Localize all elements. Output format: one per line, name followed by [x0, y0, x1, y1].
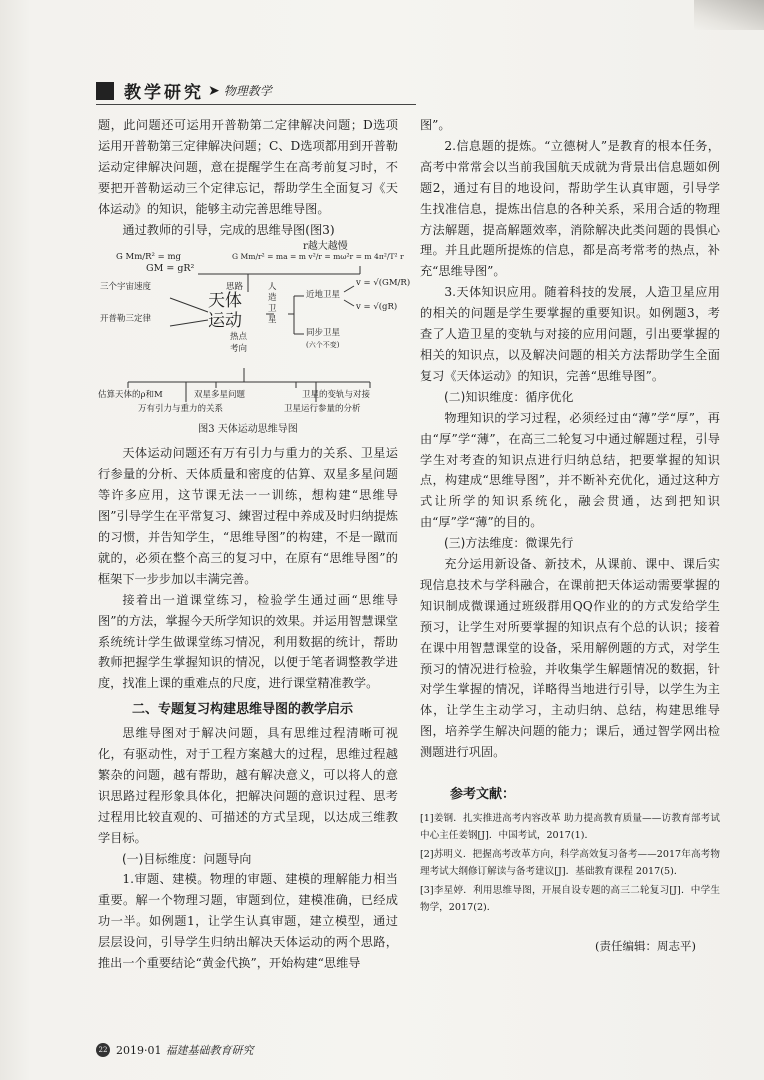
header-square-icon: [96, 82, 114, 100]
paragraph: 接着出一道课堂练习，检验学生通过画“思维导图”的方法，掌握今天所学知识的效果。并运用智慧课堂系统统计学生做课堂练习情况，利用数据的统计，帮助教师把握学生掌握知识的情况，以便于笔者调整教学进度，找准上课的重难点的尺度，进行课堂精准教学。: [98, 592, 398, 691]
figure-caption: 图3 天体运动思维导图: [198, 424, 298, 436]
mind-map-formula: G Mm/r² = ma = m v²/r = mω²r = m 4π²/T² r: [232, 252, 404, 262]
subsection-heading: (一)目标维度：问题导向: [122, 851, 252, 866]
header-arrow-icon: ➤: [208, 82, 220, 99]
mind-map-formula: GM = gR²: [146, 263, 195, 275]
subsection-heading: (三)方法维度：微课先行: [444, 536, 574, 551]
mind-map-figure: [98, 241, 411, 420]
page-number-badge: 22: [96, 1043, 110, 1057]
journal-name: 福建基础教育研究: [165, 1044, 254, 1057]
mind-map-center: 天体: [208, 291, 242, 312]
mind-map-formula: G Mm/R² = mg: [116, 252, 181, 263]
paragraph: 3.天体知识应用。随着科技的发展，人造卫星应用的相关的问题是学生要掌握的重要知识。如例题3，考查了人造卫星的变轨与对接的应用问题，引出要掌握的相关的知识点，以及解决问题的相关方法帮助学生全面复习《天体运动》的知识，完善“思维导图”。: [420, 285, 720, 383]
header-title: 教学研究: [124, 83, 204, 103]
mind-map-node: 万有引力与重力的关系: [138, 404, 224, 415]
mind-map-node: 卫星的变轨与对接: [302, 390, 371, 401]
section-header: [96, 78, 272, 103]
mind-map-node: 热点: [230, 332, 248, 343]
mind-map-node: 思路: [226, 282, 244, 293]
mind-map-node: 近地卫星: [306, 290, 341, 301]
mind-map-node: 卫星运行参量的分析: [284, 404, 361, 415]
mind-map-node: 开普勒三定律: [100, 314, 152, 325]
mind-map-formula: v = √(GM/R): [356, 278, 411, 289]
mind-map-center: 运动: [208, 311, 242, 332]
paragraph: 图”。: [420, 118, 451, 132]
page-footer: [96, 1042, 254, 1058]
scan-smudge: [694, 0, 764, 30]
mind-map-node: 考向: [230, 344, 248, 355]
mind-map-node: (六个不变): [306, 341, 340, 350]
reference-item: [3]李星婷．利用思维导图，开展自设专题的高三二轮复习[J]．中学生物学，2017(2)．: [420, 885, 720, 913]
paragraph: 通过教师的引导，完成的思维导图(图3): [122, 222, 335, 237]
section-heading: 二、专题复习构建思维导图的教学启示: [132, 702, 354, 718]
mind-map-node: 双星多星问题: [194, 390, 246, 401]
paragraph: 天体运动问题还有万有引力与重力的关系、卫星运行参量的分析、天体质量和密度的估算、双星多星问题等许多应用，这节课无法一一训练，想构建“思维导图”引导学生在平常复习、練習过程中养成及时归纳提炼的习惯，并告知学生，“思维导图”的构建，不是一蹴而就的，必须在整个高三的复习中，在原有“思维导图”的框架下一步步加以丰满完善。: [98, 446, 398, 586]
mind-map-node: r越大越慢: [303, 241, 348, 253]
paragraph: 2.信息题的提炼。“立德树人”是教育的根本任务，高考中常常会以当前我国航天成就为背景出信息题如例题2，通过有目的地设问，帮助学生认真审题，引导学生找准信息，提炼出信息的各种关系，采用合适的物理方法解题，提高解题效率，消除解决此类问题的畏惧心理。并且此题所提炼的信息，都是高考常考的热点，补充“思维导图”。: [420, 138, 720, 279]
paragraph: 充分运用新设备、新技术，从课前、课中、课后实现信息技术与学科融合，在课前把天体运动需要掌握的知识制成微课通过班级群用QQ作业的的方式发给学生预习，让学生对所要掌握的知识点有个总的认识；接着在课中用智慧课堂的设备，采用解例题的方式，对学生预习的情况进行检验，并收集学生解题情况的数据，针对学生掌握的情况，详略得当地进行引导，以学生为主体，让学生主动学习，主动归纳、总结，构建思维导图，培养学生解决问题的能力；课后，通过智学网出检测题进行巩固。: [420, 557, 720, 760]
mind-map-node: 估算天体的ρ和M: [98, 390, 163, 401]
mind-map-node: 三个宇宙速度: [100, 282, 152, 293]
mind-map-node: 同步卫星: [306, 328, 341, 339]
paragraph: 思维导图对于解决问题，具有思维过程清晰可视化，有驱动性，对于工程方案越大的过程，思维过程越繁杂的问题，越有帮助，越有解决意义，可以将人的意识思路过程形象具体化，把解决问题的意识过程、思考过程用比较直观的、可描述的方式呈现，以达成三维教学目标。: [98, 726, 398, 845]
mind-map-node: 人造卫星: [268, 282, 277, 326]
issue-label: 2019·01: [116, 1043, 162, 1057]
mind-map-formula: v = √(gR): [356, 302, 398, 313]
editor-note: (责任编辑：周志平): [595, 939, 696, 953]
references-heading: 参考文献：: [450, 787, 516, 803]
reference-item: [1]姜钢．扎实推进高考内容改革 助力提高教育质量——访教育部考试中心主任姜钢[J]．中国考试，2017(1)．: [420, 813, 720, 841]
paragraph: 题，此问题还可运用开普勒第二定律解决问题；D选项运用开普勒第三定律解决问题；C、D选项都用到开普勒运动定律解决问题，意在提醒学生在高考前复习时，不要把开普勒运动三个定律忘记，帮助学生全面复习《天体运动》的知识，能够主动完善思维导图。: [98, 118, 398, 216]
paragraph: 物理知识的学习过程，必须经过由“薄”学“厚”，再由“厚”学“薄”，在高三二轮复习中通过解题过程，引导学生对考查的知识点进行归纳总结，把要掌握的知识点，构建成“思维导图”，并不断补充优化，通过这种方式让所学的知识系统化，融会贯通，达到把知识由“厚”学“薄”的目的。: [420, 410, 720, 530]
header-subtitle: 物理教学: [223, 84, 272, 98]
right-column: [420, 115, 720, 957]
left-column: [98, 115, 411, 974]
paragraph: 1.审题、建模。物理的审题、建模的理解能力相当重要。解一个物理习题，审题到位，建模准确，已经成功一半。如例题1，让学生认真审题，建立模型，通过层层设问，引导学生归纳出解决天体运动的两个思路，推出一个重要结论“黄金代换”，开始构建“思维导: [98, 872, 398, 971]
header-rule: [96, 104, 416, 105]
reference-item: [2]苏明义．把握高考改革方向，科学高效复习备考——2017年高考物理考试大纲修订解读与备考建议[J]．基础教育课程 2017(5)．: [420, 849, 720, 877]
subsection-heading: (二)知识维度：循序优化: [444, 389, 574, 404]
